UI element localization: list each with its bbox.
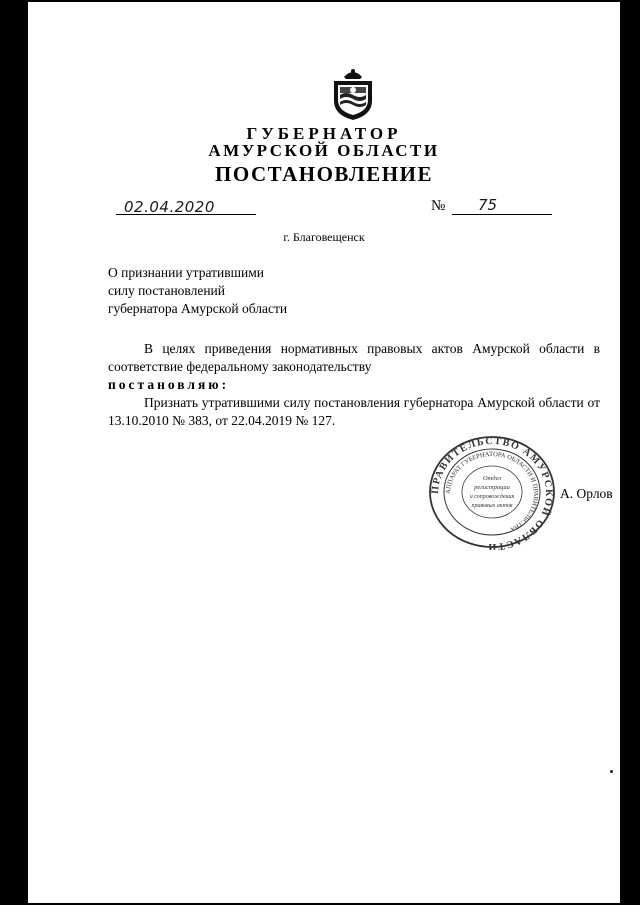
header-region: АМУРСКОЙ ОБЛАСТИ [208,141,440,160]
coat-of-arms-icon [330,65,376,121]
subject-line: О признании утратившими [108,265,265,280]
stamp-center-line: Отдел [482,475,502,482]
stamp-center-line: правовых актов [471,503,513,509]
stamp-middle-text: АППАРАТ ГУБЕРНАТОРА ОБЛАСТИ И ПРАВИТЕЛЬСТВА [444,450,540,533]
city: г. Благовещенск [283,230,365,244]
stamp-center-line: регистрации [474,484,510,491]
document-subject [108,264,287,318]
stamp-center-line: и сопровождения [469,494,515,500]
document-title: ПОСТАНОВЛЕНИЕ [215,162,433,186]
header-governor: ГУБЕРНАТОР [246,124,402,143]
document-number: 75 [478,196,498,214]
signatory-name: А. Орлов [560,486,613,501]
document-date: 02.04.2020 [124,198,215,216]
decree-word: постановляю: [108,377,230,392]
document-page [28,2,620,903]
registration-stamp [427,434,557,550]
number-underline [452,214,552,215]
number-label: № [431,198,446,214]
document-body [108,340,600,430]
subject-line: силу постановлений [108,283,226,298]
stamp-outer-text: ПРАВИТЕЛЬСТВО АМУРСКОЙ ОБЛАСТИ [429,435,555,550]
scan-speck [610,770,613,773]
subject-line: губернатора Амурской области [108,301,288,316]
clause: Признать утратившими силу постановления губернатора Амурской области от 13.10.2010 № 383, от 22.04.2019 № 127. [108,395,600,428]
svg-text:АППАРАТ ГУБЕРНАТОРА ОБЛАСТИ И [445,451,539,533]
date-underline [116,214,256,215]
preamble: В целях приведения нормативных правовых актов Амурской области в соответствие федеральному законодательству [108,341,600,374]
